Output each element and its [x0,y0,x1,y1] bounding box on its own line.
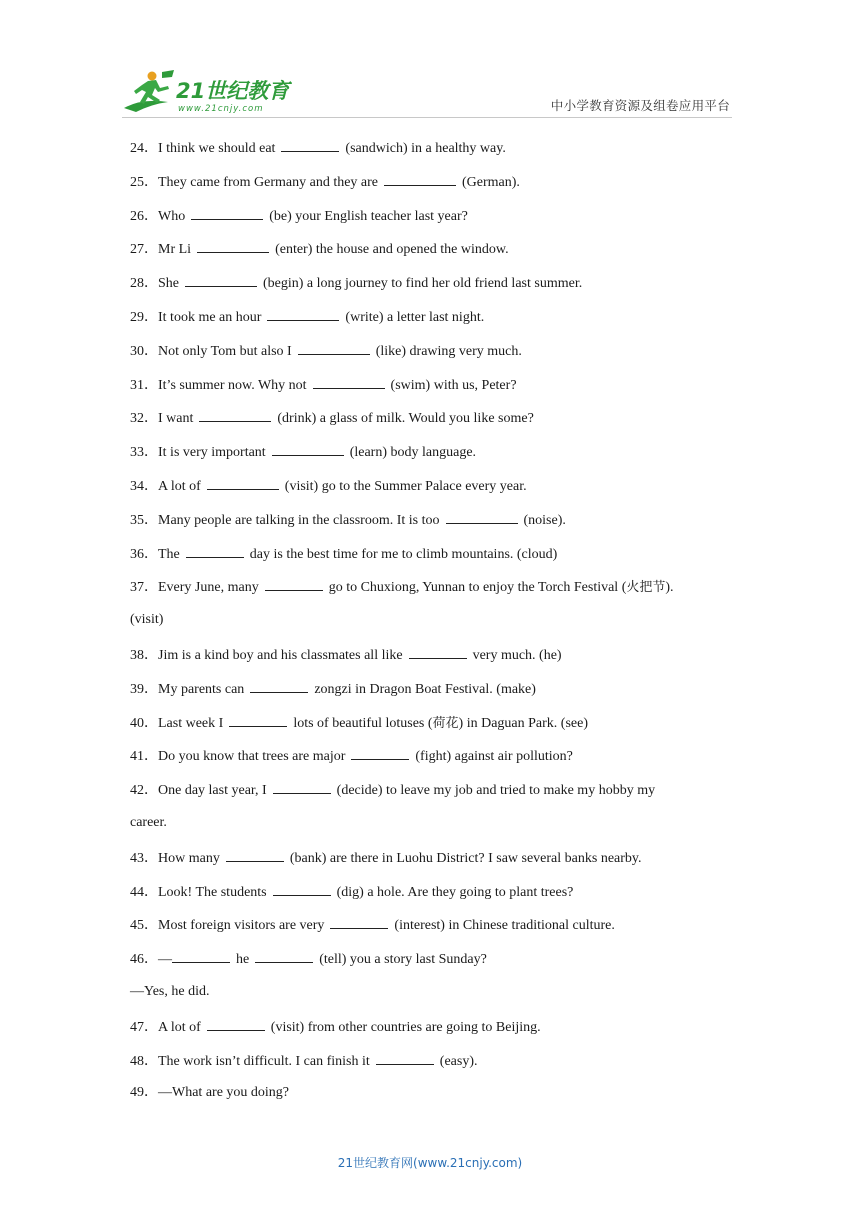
answer-blank[interactable] [265,576,323,591]
question-37: 37．Every June, many go to Chuxiong, Yunnan to enjoy the Torch Festival (火把节). [130,576,730,610]
question-33: 33．It is very important (learn) body language. [130,441,730,475]
answer-blank[interactable] [446,509,518,524]
logo-url: www.21cnjy.com [178,104,264,114]
answer-blank[interactable] [267,306,339,321]
question-41: 41．Do you know that trees are major (fight) against air pollution? [130,745,730,779]
question-35: 35．Many people are talking in the classroom. It is too (noise). [130,509,730,543]
question-28: 28．She (begin) a long journey to find her old friend last summer. [130,272,730,306]
question-37-continued: (visit) [130,612,164,628]
question-38: 38．Jim is a kind boy and his classmates all like very much. (he) [130,644,730,678]
question-30: 30．Not only Tom but also I (like) drawing very much. [130,340,730,374]
question-32: 32．I want (drink) a glass of milk. Would you like some? [130,407,730,441]
question-24: 24．I think we should eat (sandwich) in a healthy way. [130,137,730,171]
answer-blank[interactable] [281,137,339,152]
question-26: 26．Who (be) your English teacher last year? [130,205,730,239]
question-44: 44．Look! The students (dig) a hole. Are they going to plant trees? [130,881,730,915]
question-47: 47．A lot of (visit) from other countries are going to Beijing. [130,1016,730,1050]
question-25: 25．They came from Germany and they are (German). [130,171,730,205]
answer-blank[interactable] [409,644,467,659]
answer-blank[interactable] [226,847,284,862]
logo-text: 21世纪教育 [176,79,290,103]
runner-logo-icon [122,68,292,116]
answer-blank[interactable] [384,171,456,186]
answer-blank[interactable] [313,374,385,389]
answer-blank[interactable] [185,272,257,287]
question-31: 31．It’s summer now. Why not (swim) with us, Peter? [130,374,730,408]
question-list [130,137,730,1117]
answer-blank[interactable] [298,340,370,355]
answer-blank[interactable] [272,441,344,456]
answer-blank[interactable] [351,745,409,760]
page-header [0,0,860,120]
question-45: 45．Most foreign visitors are very (interest) in Chinese traditional culture. [130,914,730,948]
answer-blank[interactable] [273,779,331,794]
answer-blank[interactable] [172,948,230,963]
question-29: 29．It took me an hour (write) a letter last night. [130,306,730,340]
answer-blank[interactable] [330,914,388,929]
answer-blank[interactable] [229,712,287,727]
question-42: 42．One day last year, I (decide) to leave my job and tried to make my hobby my [130,779,730,813]
answer-blank[interactable] [197,238,269,253]
answer-blank[interactable] [250,678,308,693]
question-46: 46．— he (tell) you a story last Sunday? [130,948,730,982]
platform-tagline: 中小学教育资源及组卷应用平台 [550,98,730,113]
question-49: 49．—What are you doing? [130,1085,290,1101]
answer-blank[interactable] [207,1016,265,1031]
question-48: 48．The work isn’t difficult. I can finish it (easy). [130,1050,730,1084]
answer-blank[interactable] [207,475,279,490]
header-divider [122,117,732,118]
question-27: 27．Mr Li (enter) the house and opened the window. [130,238,730,272]
site-logo[interactable] [122,68,292,116]
question-43: 43．How many (bank) are there in Luohu District? I saw several banks nearby. [130,847,730,881]
answer-blank[interactable] [191,205,263,220]
question-46-reply: —Yes, he did. [130,983,210,999]
question-34: 34．A lot of (visit) go to the Summer Palace every year. [130,475,730,509]
answer-blank[interactable] [255,948,313,963]
answer-blank[interactable] [376,1050,434,1065]
answer-blank[interactable] [199,407,271,422]
answer-blank[interactable] [186,543,244,558]
page-footer[interactable]: 21世纪教育网(www.21cnjy.com) [337,1156,523,1170]
question-36: 36．The day is the best time for me to climb mountains. (cloud) [130,543,730,577]
question-40: 40．Last week I lots of beautiful lotuses (荷花) in Daguan Park. (see) [130,712,730,746]
answer-blank[interactable] [273,881,331,896]
question-39: 39．My parents can zongzi in Dragon Boat Festival. (make) [130,678,730,712]
question-42-continued: career. [130,814,167,830]
